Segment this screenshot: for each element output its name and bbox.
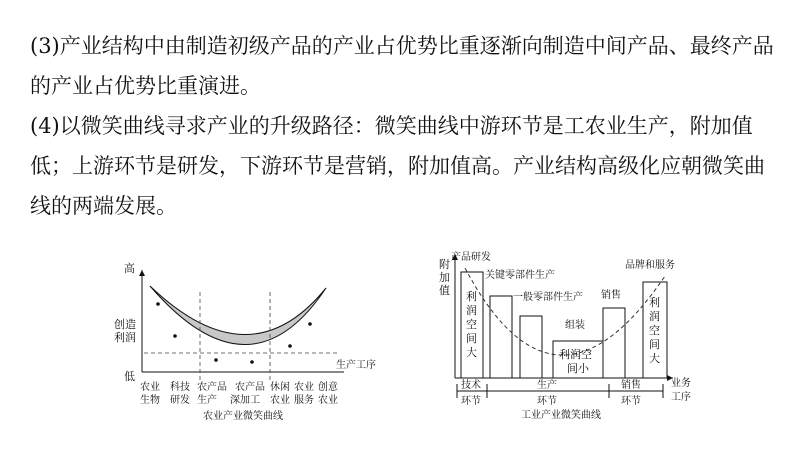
bar-labels [451,250,675,331]
svg-text:农产品: 农产品 [197,382,227,393]
svg-text:值: 值 [439,284,450,297]
svg-text:空: 空 [649,324,660,337]
svg-text:环节: 环节 [621,396,641,407]
y-axis-mid-1: 创造 [114,318,136,331]
svg-text:润: 润 [649,310,660,323]
svg-text:品牌和服务: 品牌和服务 [625,260,675,271]
paragraph-4: (4)以微笑曲线寻求产业的升级路径：微笑曲线中游环节是工农业生产，附加值低；上游环节是研发，下游环节是营销，附加值高。产业结构高级化应朝微笑曲线的两端发展。 [30,114,765,218]
bar-sales [603,308,625,378]
svg-text:利: 利 [649,296,660,309]
right-caption: 工业产业微笑曲线 [521,410,601,421]
svg-text:科技: 科技 [170,382,190,393]
svg-text:产品研发: 产品研发 [451,252,491,263]
svg-text:生物: 生物 [140,395,160,406]
paragraph-3: (3)产业结构中由制造初级产品的产业占优势比重逐渐向制造中间产品、最终产品的产业占优势比重演进。 [30,34,774,98]
svg-text:创意: 创意 [318,382,338,393]
svg-text:大: 大 [649,352,660,365]
svg-text:农业: 农业 [140,382,160,393]
svg-text:工序: 工序 [671,392,691,403]
svg-text:销售: 销售 [621,380,641,391]
svg-text:业务: 业务 [671,378,691,389]
x-axis-label: 生产工序 [336,360,376,371]
svg-text:利润空: 利润空 [559,348,592,361]
svg-text:环节: 环节 [537,396,557,407]
svg-text:利: 利 [466,290,477,303]
agriculture-smile-curve-figure [100,252,376,432]
y-axis-label [439,257,450,297]
segment-labels [461,378,641,407]
svg-text:生产: 生产 [537,380,557,391]
x-axis-label [671,376,691,403]
svg-text:关键零部件生产: 关键零部件生产 [485,270,555,281]
svg-text:研发: 研发 [170,395,190,406]
bar-general-parts [520,316,542,378]
svg-text:间小: 间小 [567,362,589,375]
svg-text:技术: 技术 [461,380,481,391]
svg-text:农业: 农业 [294,382,314,393]
y-axis-high: 高 [124,262,135,275]
y-axis-low: 低 [124,370,135,383]
svg-text:间: 间 [649,338,660,351]
svg-text:农业: 农业 [318,395,338,406]
svg-text:空: 空 [466,318,477,331]
svg-text:生产: 生产 [197,395,217,406]
stage-labels [140,380,338,406]
svg-text:间: 间 [466,332,477,345]
svg-text:加: 加 [439,271,450,284]
svg-text:农产品: 农产品 [235,382,265,393]
left-caption: 农业产业微笑曲线 [203,411,283,422]
svg-text:组装: 组装 [565,320,585,331]
svg-text:农业: 农业 [270,395,290,406]
y-axis-mid-2: 利润 [114,331,136,344]
svg-text:休闲: 休闲 [270,382,290,393]
svg-text:润: 润 [466,304,477,317]
svg-text:服务: 服务 [294,395,314,406]
industry-smile-curve-figure [425,248,725,430]
svg-text:环节: 环节 [461,396,481,407]
svg-text:附: 附 [439,258,450,271]
svg-text:大: 大 [466,346,477,359]
svg-text:一般零部件生产: 一般零部件生产 [513,292,583,303]
svg-text:深加工: 深加工 [230,395,260,406]
bar-key-parts [490,296,512,378]
svg-text:销售: 销售 [601,290,621,301]
